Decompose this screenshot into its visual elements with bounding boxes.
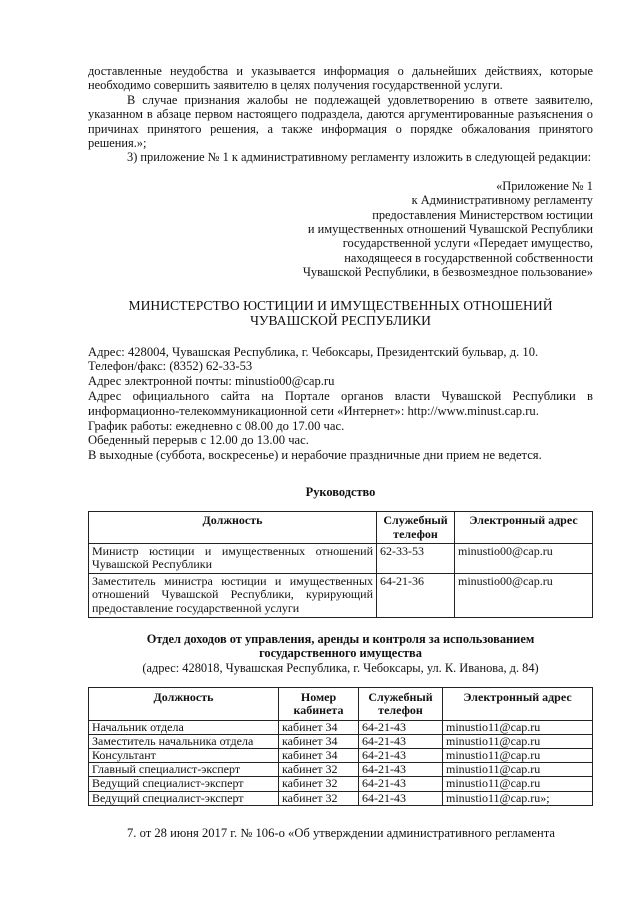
cell-position: Заместитель начальника отдела: [89, 734, 279, 748]
cell-phone: 62-33-53: [377, 543, 455, 573]
contact-email: Адрес электронной почты: minustio00@cap.ru: [88, 374, 335, 389]
cell-email: minustio11@cap.ru: [443, 734, 593, 748]
contact-phone: Телефон/факс: (8352) 62-33-53: [88, 359, 253, 374]
appendix-line: «Приложение № 1: [496, 178, 593, 193]
appendix-line: государственной услуги «Передает имущество,: [342, 236, 593, 251]
appendix-line: предоставления Министерством юстиции: [372, 207, 593, 222]
col-header-email: Электронный адрес: [443, 688, 593, 720]
table-header-row: [89, 688, 593, 720]
department-title: Отдел доходов от управления, аренды и контроля за использованием государственного имущества: [146, 631, 535, 661]
table-row: [89, 734, 593, 748]
department-address: (адрес: 428018, Чувашская Республика, г. Чебоксары, ул. К. Иванова, д. 84): [142, 660, 539, 675]
leadership-table: [88, 511, 593, 617]
appendix-line: к Административному регламенту: [411, 193, 593, 208]
cell-room: кабинет 32: [279, 777, 359, 791]
cell-phone: 64-21-43: [359, 720, 443, 734]
cell-email: minustio11@cap.ru»;: [443, 791, 593, 805]
cell-phone: 64-21-43: [359, 777, 443, 791]
cell-email: minustio00@cap.ru: [455, 574, 593, 618]
cell-phone: 64-21-36: [377, 574, 455, 618]
contact-lunch: Обеденный перерыв с 12.00 до 13.00 час.: [88, 433, 309, 448]
cell-phone: 64-21-43: [359, 748, 443, 762]
cell-phone: 64-21-43: [359, 734, 443, 748]
cell-email: minustio00@cap.ru: [455, 543, 593, 573]
cell-phone: 64-21-43: [359, 763, 443, 777]
table-row: [89, 574, 593, 618]
appendix-line: и имущественных отношений Чувашской Республики: [307, 222, 593, 237]
col-header-position: Должность: [89, 512, 377, 543]
table-row: [89, 763, 593, 777]
col-header-phone: Служебный телефон: [359, 688, 443, 720]
paragraph-2: В случае признания жалобы не подлежащей удовлетворению в ответе заявителю, указанном в абзаце первом настоящего подраздела, даются аргументированные разъяснения о причинах принятого решения, а также информация о порядке обжалования принятого решения.»;: [88, 92, 593, 151]
cell-position: Консультант: [89, 748, 279, 762]
cell-email: minustio11@cap.ru: [443, 720, 593, 734]
contact-address: Адрес: 428004, Чувашская Республика, г. Чебоксары, Президентский бульвар, д. 10.: [88, 344, 539, 359]
cell-phone: 64-21-43: [359, 791, 443, 805]
cell-room: кабинет 34: [279, 748, 359, 762]
contacts-block: [88, 345, 593, 463]
col-header-phone: Служебный телефон: [377, 512, 455, 543]
cell-room: кабинет 34: [279, 734, 359, 748]
table-row: [89, 777, 593, 791]
cell-email: minustio11@cap.ru: [443, 763, 593, 777]
contact-schedule: График работы: ежедневно с 08.00 до 17.00 час.: [88, 418, 345, 433]
cell-email: minustio11@cap.ru: [443, 748, 593, 762]
cell-room: кабинет 32: [279, 791, 359, 805]
appendix-line: Чувашской Республики, в безвозмездное пользование»: [302, 265, 593, 280]
table-row: [89, 791, 593, 805]
cell-position: Начальник отдела: [89, 720, 279, 734]
cell-position: Ведущий специалист-эксперт: [89, 777, 279, 791]
table-row: [89, 543, 593, 573]
appendix-line: находящееся в государственной собственности: [344, 250, 593, 265]
document-page: [88, 64, 593, 840]
department-table: [88, 687, 593, 806]
cell-room: кабинет 32: [279, 763, 359, 777]
contact-website: Адрес официального сайта на Портале органов власти Чувашской Республики в информационно-телекоммуникационной сети «Интернет»: http://www.minust.cap.ru.: [88, 389, 593, 418]
cell-position: Главный специалист-эксперт: [89, 763, 279, 777]
table-row: [89, 720, 593, 734]
table-row: [89, 748, 593, 762]
cell-email: minustio11@cap.ru: [443, 777, 593, 791]
cell-position: Заместитель министра юстиции и имущественных отношений Чувашской Республики, курирующий предоставление государственной услуги: [89, 574, 377, 618]
col-header-email: Электронный адрес: [455, 512, 593, 543]
ministry-title: МИНИСТЕРСТВО ЮСТИЦИИ И ИМУЩЕСТВЕННЫХ ОТНОШЕНИЙ ЧУВАШСКОЙ РЕСПУБЛИКИ: [128, 297, 553, 329]
col-header-position: Должность: [89, 688, 279, 720]
paragraph-1: доставленные неудобства и указывается информация о дальнейших действиях, которые необходимо совершить заявителю в целях получения государственной услуги.: [88, 64, 593, 93]
paragraph-7: 7. от 28 июня 2017 г. № 106-о «Об утверждении административного регламента: [127, 825, 555, 840]
col-header-room: Номер кабинета: [279, 688, 359, 720]
appendix-header: [88, 179, 593, 280]
paragraph-3: 3) приложение № 1 к административному регламенту изложить в следующей редакции:: [127, 150, 592, 165]
cell-position: Ведущий специалист-эксперт: [89, 791, 279, 805]
contact-weekend: В выходные (суббота, воскресенье) и нерабочие праздничные дни прием не ведется.: [88, 448, 542, 463]
table-header-row: [89, 512, 593, 543]
cell-room: кабинет 34: [279, 720, 359, 734]
cell-position: Министр юстиции и имущественных отношений Чувашской Республики: [89, 543, 377, 573]
leadership-title: Руководство: [305, 485, 376, 500]
